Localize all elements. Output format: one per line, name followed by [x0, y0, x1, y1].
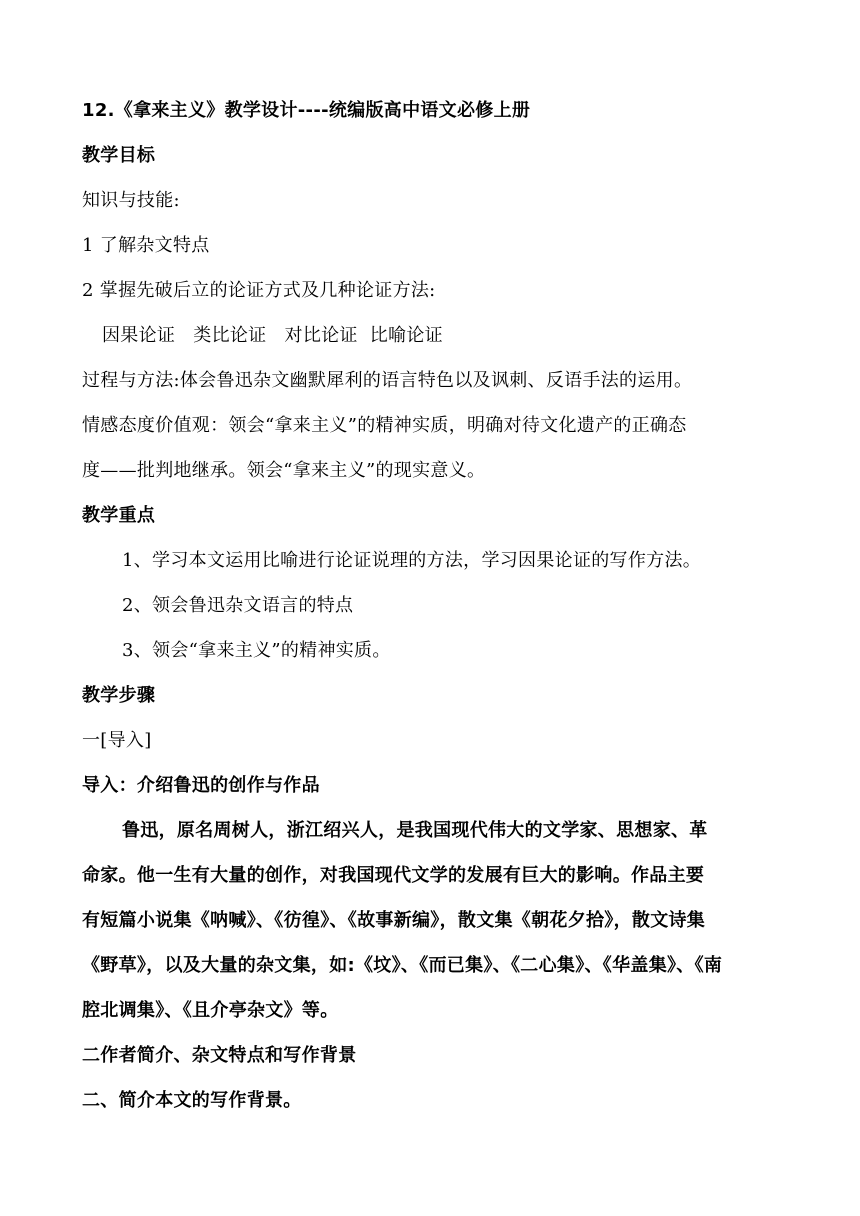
section-heading-focus: 教学重点	[82, 505, 156, 526]
intro-paragraph-line-5: 腔北调集》、《且介亭杂文》等。	[82, 1000, 339, 1021]
intro-paragraph-line-2: 命家。他一生有大量的创作，对我国现代文学的发展有巨大的影响。作品主要	[82, 865, 705, 886]
intro-paragraph-line-3: 有短篇小说集《呐喊》、《彷徨》、《故事新编》，散文集《朝花夕拾》，散文诗集	[82, 910, 706, 931]
knowledge-skills-label: 知识与技能:	[82, 190, 180, 211]
document-page	[82, 88, 782, 1123]
goal-item-2: 2 掌握先破后立的论证方式及几种论证方法:	[82, 280, 436, 301]
emotion-values-line-1: 情感态度价值观：领会“拿来主义”的精神实质，明确对待文化遗产的正确态	[82, 415, 687, 436]
focus-item-1: 1、学习本文运用比喻进行论证说理的方法，学习因果论证的写作方法。	[122, 550, 702, 571]
document-title: 12.《拿来主义》教学设计----统编版高中语文必修上册	[82, 100, 531, 121]
goal-item-1: 1 了解杂文特点	[82, 235, 210, 256]
focus-item-2: 2、领会鲁迅杂文语言的特点	[122, 595, 354, 616]
emotion-values-line-2: 度——批判地继承。领会“拿来主义”的现实意义。	[82, 460, 486, 481]
section-heading-steps: 教学步骤	[82, 685, 156, 706]
argument-methods: 因果论证 类比论证 对比论证 比喻论证	[102, 325, 443, 346]
intro-paragraph-line-4: 《野草》，以及大量的杂文集，如:《坟》、《而已集》、《二心集》、《华盖集》、《南	[82, 955, 723, 976]
step-item-1: 一[导入]	[82, 730, 152, 751]
section-heading-goals: 教学目标	[82, 145, 156, 166]
intro-paragraph-line-1: 鲁迅，原名周树人，浙江绍兴人，是我国现代伟大的文学家、思想家、革	[122, 820, 708, 841]
process-method-line: 过程与方法:体会鲁迅杂文幽默犀利的语言特色以及讽刺、反语手法的运用。	[82, 370, 693, 391]
step-item-2: 二作者简介、杂文特点和写作背景	[82, 1045, 357, 1066]
intro-heading: 导入：介绍鲁迅的创作与作品	[82, 775, 320, 796]
step-item-3: 二、简介本文的写作背景。	[82, 1090, 302, 1111]
focus-item-3: 3、领会“拿来主义”的精神实质。	[122, 640, 391, 661]
